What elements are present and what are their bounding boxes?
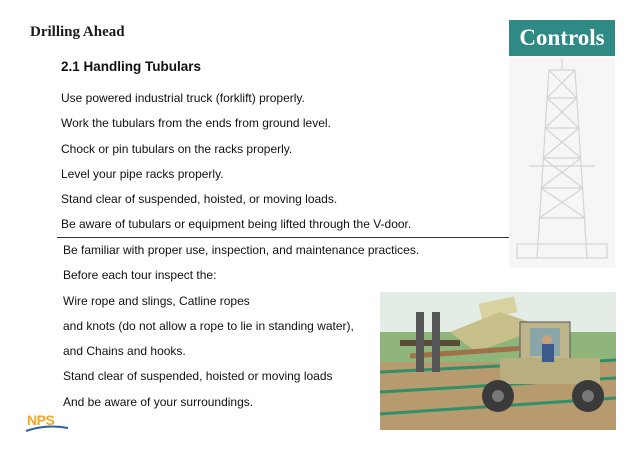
nps-logo: [24, 412, 70, 434]
list-item: Wire rope and slings, Catline ropes: [63, 293, 250, 308]
list-item: And be aware of your surroundings.: [63, 394, 254, 409]
list-item: Use powered industrial truck (forklift) properly.: [61, 91, 305, 105]
list-item: Stand clear of suspended, hoisted, or moving loads.: [61, 192, 338, 207]
list-item: and knots (do not allow a rope to lie in standing water),: [63, 318, 354, 333]
nps-logo-swoosh-icon: [24, 412, 70, 434]
list-item: Work the tubulars from the ends from ground level.: [61, 116, 331, 131]
list-item: Chock or pin tubulars on the racks properly.: [61, 141, 293, 156]
forklift-photo: [380, 292, 616, 430]
slide-title: Drilling Ahead: [30, 24, 125, 40]
list-item: Stand clear of suspended, hoisted or moving loads: [63, 369, 333, 384]
list-item: and Chains and hooks.: [63, 344, 186, 359]
hazard-list-upper: [61, 90, 511, 242]
list-item: Be familiar with proper use, inspection, and maintenance practices.: [63, 243, 420, 257]
controls-badge: Controls: [509, 20, 615, 56]
divider-line: [57, 237, 509, 238]
nps-logo-text: NPS: [27, 412, 55, 428]
list-item: Level your pipe racks properly.: [61, 166, 224, 181]
list-item: Be aware of tubulars or equipment being lifted through the V-door.: [61, 217, 412, 232]
derrick-watermark-image: [509, 58, 615, 268]
list-item: Before each tour inspect the:: [63, 268, 217, 283]
section-heading: 2.1 Handling Tubulars: [61, 59, 202, 74]
